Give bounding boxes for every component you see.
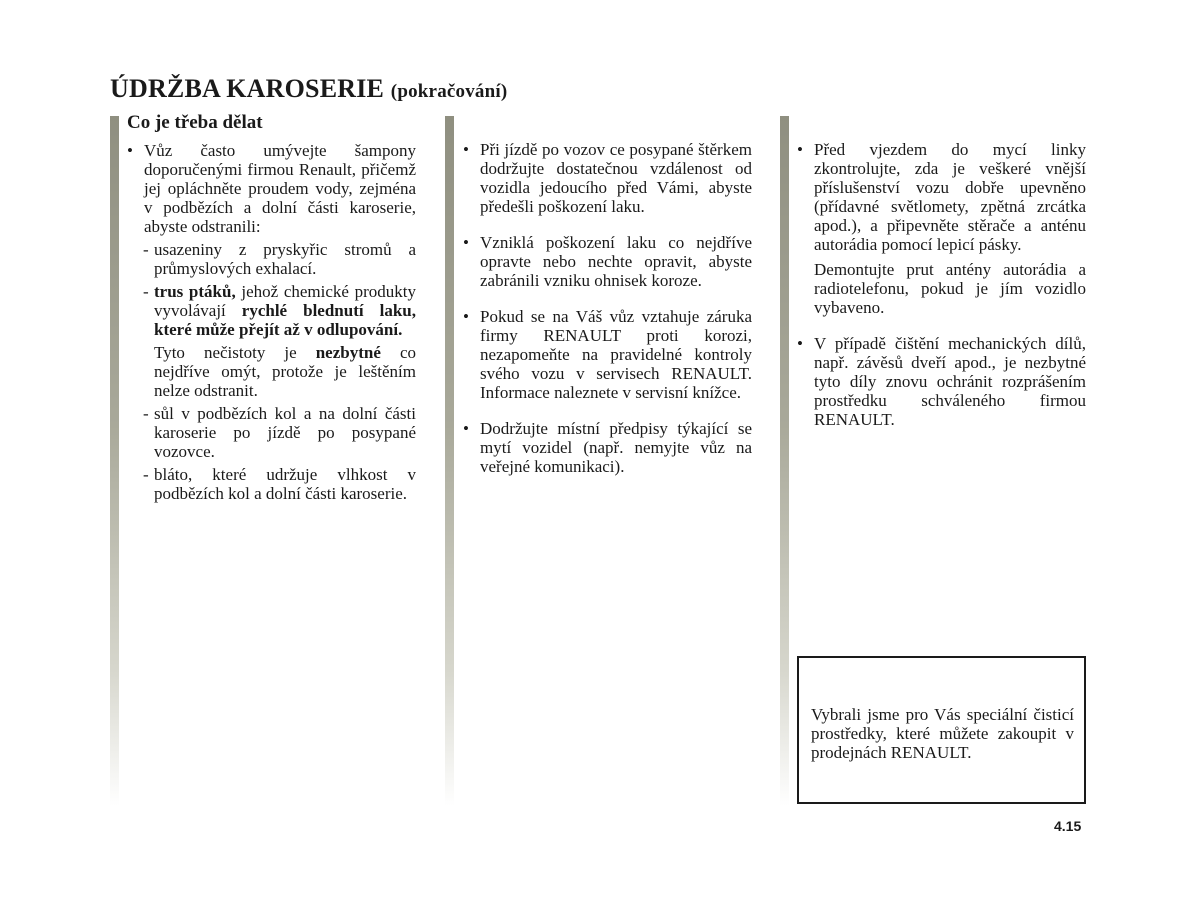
bullet-mark: • xyxy=(797,140,803,159)
paragraph-wash: Vůz často umývejte šampony doporučenými firmou Renault, přičemž jej opláchněte proudem vody, zejména v podbězích a dolní části karoserie, abyste odstranili: xyxy=(144,141,416,236)
bullet-mark: • xyxy=(797,334,803,353)
dash-mark: - xyxy=(143,240,149,259)
column-bar-1 xyxy=(110,116,119,806)
sub-item-resin xyxy=(127,240,416,278)
list-item-warranty xyxy=(463,307,752,402)
bullet-mark: • xyxy=(463,140,469,159)
title-continued: (pokračování) xyxy=(390,81,508,102)
paragraph-gravel: Při jízdě po vozov ce posypané štěrkem dodržujte dostatečnou vzdálenost od vozidla jedoucího před Vámi, abyste předešli poškození laku. xyxy=(480,140,752,216)
paragraph-paint-damage: Vzniklá poškození laku co nejdříve opravte nebo nechte opravit, abyste zabránili vzniku ohnisek koroze. xyxy=(480,233,752,290)
list-item-car-wash xyxy=(797,140,1086,254)
bold-text: nezbytné xyxy=(315,343,381,362)
text: jehož chemické produkty vyvolávají xyxy=(154,282,417,320)
dash-mark: - xyxy=(143,465,149,484)
paragraph-bird-droppings xyxy=(154,282,416,339)
paragraph-antenna: Demontujte prut antény autorádia a radiotelefonu, pokud je jím vozidlo vybaveno. xyxy=(814,260,1086,317)
list-item-local-rules xyxy=(463,419,752,476)
column-bar-3 xyxy=(780,116,789,806)
bullet-mark: • xyxy=(463,233,469,252)
bullet-mark: • xyxy=(463,419,469,438)
text: Tyto nečistoty je xyxy=(154,343,316,362)
bullet-mark: • xyxy=(127,141,133,160)
section-heading: Co je třeba dělat xyxy=(127,112,263,133)
note-remove-asap xyxy=(127,343,416,400)
column-3 xyxy=(797,140,1086,446)
column-bar-2 xyxy=(445,116,454,806)
page-title xyxy=(110,74,507,104)
list-item-wash xyxy=(127,141,416,236)
paragraph-warranty: Pokud se na Váš vůz vztahuje záruka firmy RENAULT proti korozi, nezapomeňte na pravidelné kontroly svého vozu v servisech RENAULT. Informace naleznete v servisní knížce. xyxy=(480,307,752,402)
paragraph-mud: bláto, které udržuje vlhkost v podbězích kol a dolní části karoserie. xyxy=(154,465,416,503)
paragraph-note xyxy=(154,343,416,400)
bullet-mark: • xyxy=(463,307,469,326)
sub-item-salt xyxy=(127,404,416,461)
paragraph-mechanical-parts: V případě čištění mechanických dílů, např. závěsů dveří apod., je nezbytné tyto díly znovu ochránit rozprášením prostředku schváleného firmou RENAULT. xyxy=(814,334,1086,429)
paragraph-salt: sůl v podbězích kol a na dolní části karoserie po jízdě po posypané vozovce. xyxy=(154,404,416,461)
paragraph-car-wash: Před vjezdem do mycí linky zkontrolujte, zda je veškeré vnější příslušenství vozu dobře upevněno (přídavné světlomety, zpětná zrcátka apod.), a připevněte stěrače a anténu autorádia pomocí lepicí pásky. xyxy=(814,140,1086,254)
text: co nejdříve omýt, protože je leštěním nelze odstranit. xyxy=(154,343,416,400)
list-item-gravel xyxy=(463,140,752,216)
page-number: 4.15 xyxy=(1054,818,1082,834)
column-1 xyxy=(127,112,416,507)
dash-mark: - xyxy=(143,404,149,423)
sub-item-bird-droppings xyxy=(127,282,416,339)
sub-item-mud xyxy=(127,465,416,503)
column-2 xyxy=(463,140,752,493)
note-antenna xyxy=(797,260,1086,317)
bold-text: rychlé blednutí laku, které může přejít až v odlupování. xyxy=(154,301,416,339)
dash-mark: - xyxy=(143,282,149,301)
bold-text: trus ptáků, xyxy=(154,282,236,301)
paragraph-resin: usazeniny z pryskyřic stromů a průmyslových exhalací. xyxy=(154,240,416,278)
info-box-text: Vybrali jsme pro Vás speciální čisticí prostředky, které můžete zakoupit v prodejnách RENAULT. xyxy=(811,705,1074,762)
list-item-mechanical-parts xyxy=(797,334,1086,429)
info-box xyxy=(797,656,1086,804)
paragraph-local-rules: Dodržujte místní předpisy týkající se mytí vozidel (např. nemyjte vůz na veřejné komunikaci). xyxy=(480,419,752,476)
list-item-paint-damage xyxy=(463,233,752,290)
title-main: ÚDRŽBA KAROSERIE xyxy=(110,74,385,103)
